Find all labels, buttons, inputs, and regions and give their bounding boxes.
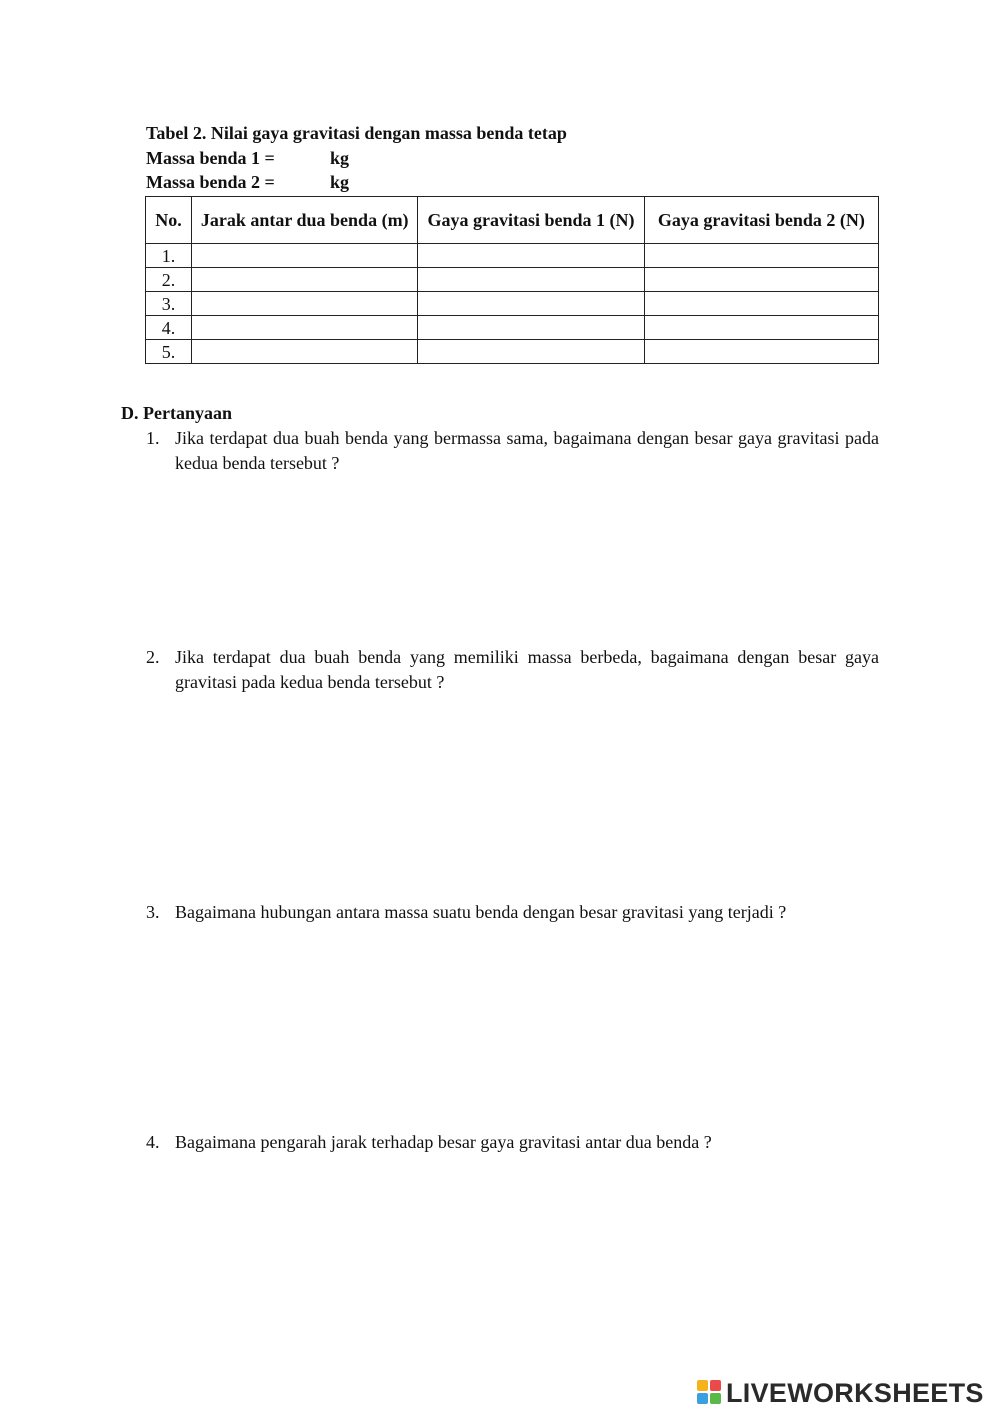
question-number: 4. (146, 1132, 160, 1152)
question-item (146, 1130, 879, 1155)
header-gaya-1: Gaya gravitasi benda 1 (N) (418, 197, 644, 244)
question-item (146, 645, 879, 695)
mass-2-unit: kg (330, 172, 350, 192)
header-no: No. (146, 197, 192, 244)
cell-gaya-1[interactable] (418, 340, 644, 364)
table-row (146, 292, 879, 316)
header-gaya-2: Gaya gravitasi benda 2 (N) (644, 197, 878, 244)
cell-no: 2. (146, 268, 192, 292)
table-header-row (146, 197, 879, 244)
cell-gaya-2[interactable] (644, 340, 878, 364)
cell-gaya-2[interactable] (644, 268, 878, 292)
cell-jarak[interactable] (192, 340, 418, 364)
cell-jarak[interactable] (192, 244, 418, 268)
question-number: 2. (146, 647, 160, 667)
table-title: Tabel 2. Nilai gaya gravitasi dengan massa benda tetap (146, 123, 567, 143)
section-title: D. Pertanyaan (121, 403, 232, 423)
question-number: 1. (146, 428, 160, 448)
mass-1-unit: kg (330, 148, 350, 168)
question-item (146, 426, 879, 476)
table-row (146, 268, 879, 292)
cell-gaya-1[interactable] (418, 292, 644, 316)
cell-gaya-2[interactable] (644, 292, 878, 316)
cell-gaya-1[interactable] (418, 268, 644, 292)
question-item (146, 900, 879, 925)
header-jarak: Jarak antar dua benda (m) (192, 197, 418, 244)
liveworksheets-brand[interactable] (697, 1378, 984, 1408)
logo-square (710, 1380, 721, 1391)
cell-no: 1. (146, 244, 192, 268)
logo-square (697, 1393, 708, 1404)
table-row (146, 316, 879, 340)
liveworksheets-logo-icon (697, 1380, 723, 1406)
mass-1-label: Massa benda 1 = (146, 148, 275, 168)
mass-2-label: Massa benda 2 = (146, 172, 275, 192)
cell-gaya-2[interactable] (644, 316, 878, 340)
question-text: Bagaimana hubungan antara massa suatu benda dengan besar gravitasi yang terjadi ? (175, 902, 787, 922)
cell-no: 5. (146, 340, 192, 364)
question-number: 3. (146, 902, 160, 922)
logo-square (697, 1380, 708, 1391)
mass-2-line (146, 170, 350, 194)
table-row (146, 340, 879, 364)
cell-jarak[interactable] (192, 292, 418, 316)
cell-no: 3. (146, 292, 192, 316)
question-text: Bagaimana pengarah jarak terhadap besar gaya gravitasi antar dua benda ? (175, 1132, 712, 1152)
cell-jarak[interactable] (192, 316, 418, 340)
cell-jarak[interactable] (192, 268, 418, 292)
cell-gaya-1[interactable] (418, 244, 644, 268)
cell-gaya-1[interactable] (418, 316, 644, 340)
question-text: Jika terdapat dua buah benda yang bermassa sama, bagaimana dengan besar gaya gravitasi pada kedua benda tersebut ? (175, 428, 879, 473)
mass-1-line (146, 146, 350, 170)
cell-no: 4. (146, 316, 192, 340)
logo-square (710, 1393, 721, 1404)
question-text: Jika terdapat dua buah benda yang memiliki massa berbeda, bagaimana dengan besar gaya gravitasi pada kedua benda tersebut ? (175, 647, 879, 692)
table-row (146, 244, 879, 268)
gravity-data-table (145, 196, 879, 364)
cell-gaya-2[interactable] (644, 244, 878, 268)
brand-name: LIVEWORKSHEETS (726, 1378, 984, 1408)
